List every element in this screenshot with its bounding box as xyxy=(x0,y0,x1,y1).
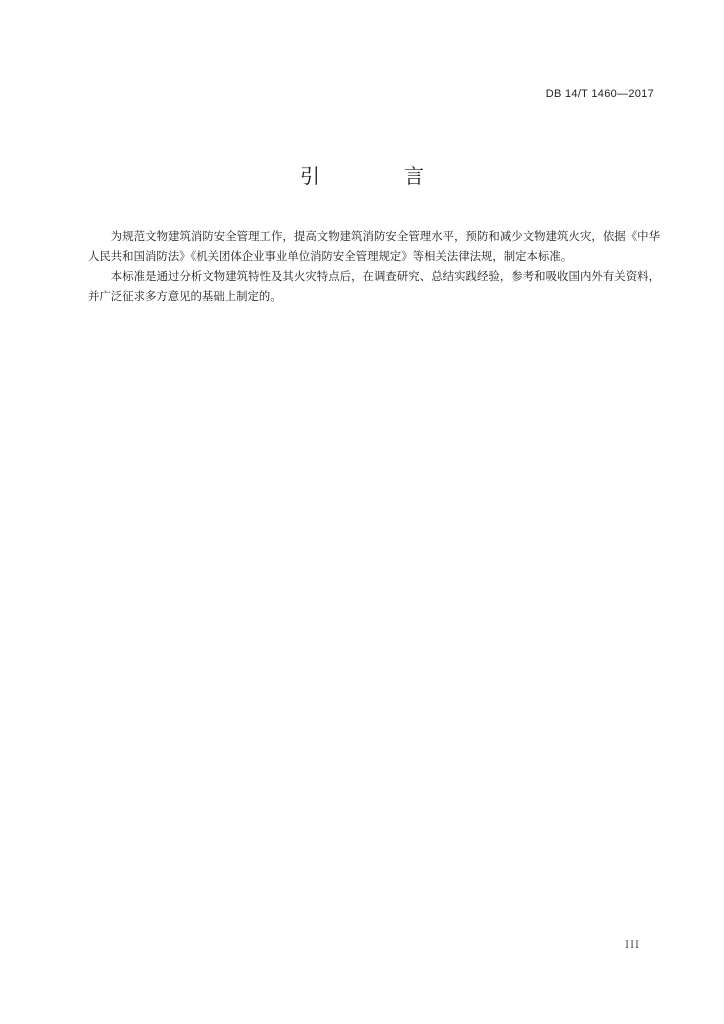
page-title: 引 言 xyxy=(300,164,456,188)
paragraph: 为规范文物建筑消防安全管理工作，提高文物建筑消防安全管理水平，预防和减少文物建筑火灾，依据《中华人民共和国消防法》《机关团体企业事业单位消防安全管理规定》等相关法律法规，制定本标准。 xyxy=(88,229,660,263)
standard-code: DB 14/T 1460—2017 xyxy=(545,88,654,100)
paragraph: 本标准是通过分析文物建筑特性及其火灾特点后，在调查研究、总结实践经验，参考和吸收国内外有关资料，并广泛征求多方意见的基础上制定的。 xyxy=(88,269,660,303)
document-body xyxy=(88,226,660,306)
page-number: III xyxy=(625,940,640,951)
